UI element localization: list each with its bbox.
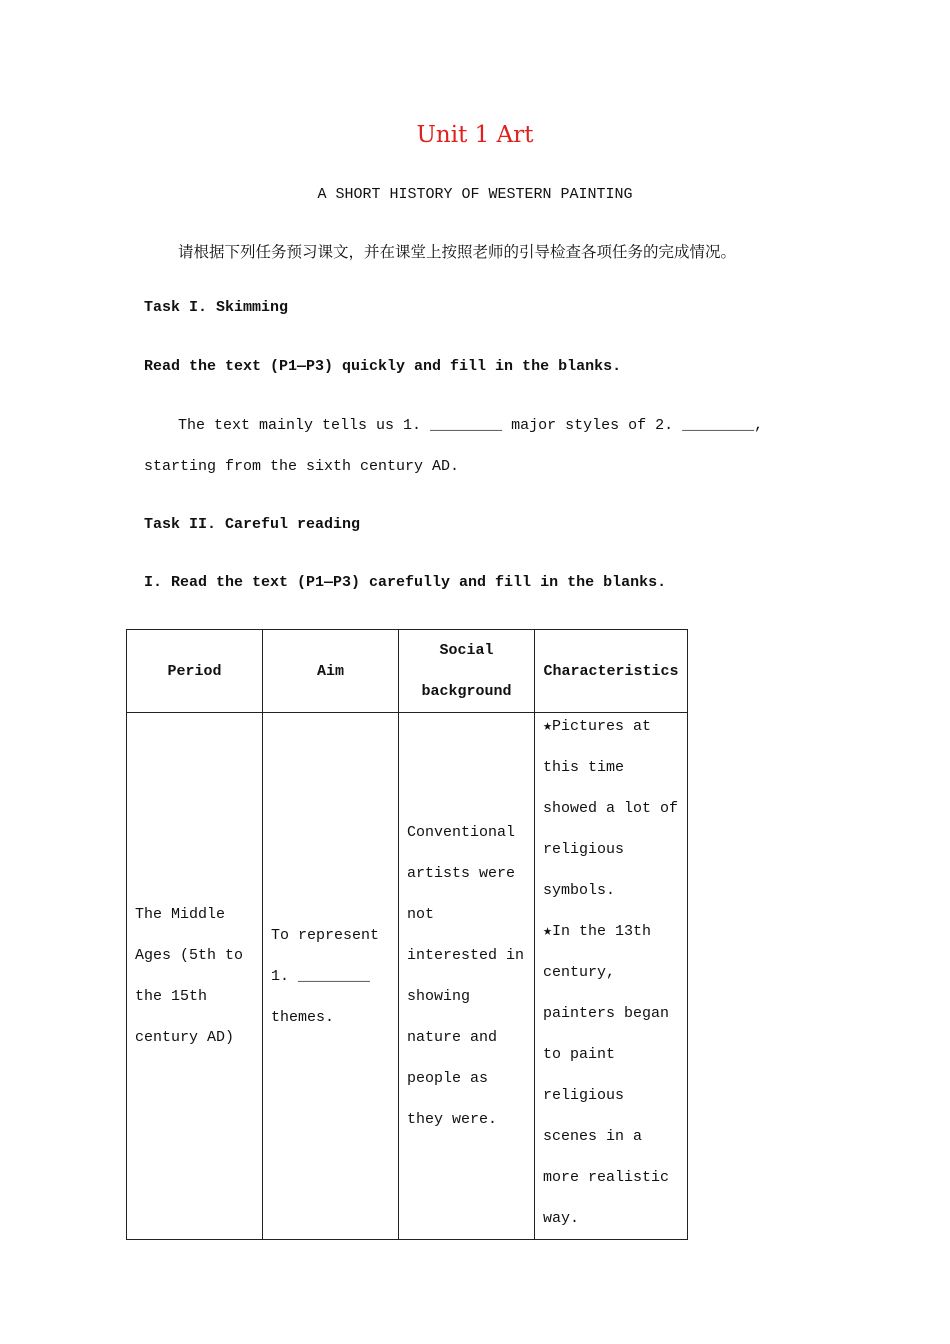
sentence-part3: , starting from the sixth century AD. [144, 417, 764, 475]
task1-heading: Task I. Skimming [144, 299, 289, 316]
table-row [127, 713, 688, 1240]
cell-aim [263, 713, 399, 1240]
header-characteristics: Characteristics [535, 630, 688, 713]
task2-instruction: I. Read the text (P1—P3) carefully and fill in the blanks. [144, 574, 667, 591]
sentence-part1: The text mainly tells us 1. [178, 417, 431, 434]
aim-part2: themes. [271, 1008, 335, 1026]
header-aim: Aim [263, 630, 399, 713]
characteristic-item-1: ★Pictures at this time showed a lot of religious symbols. [543, 718, 679, 899]
characteristic-item-2: ★In the 13th century, painters began to paint religious scenes in a more realistic way. [543, 923, 670, 1227]
cell-social-background: Conventional artists were not interested in showing nature and people as they were. [399, 713, 535, 1240]
document-title: Unit 1 Art [416, 122, 534, 148]
aim-part1: To represent 1. [271, 926, 380, 985]
aim-blank[interactable]: ________ [298, 967, 371, 985]
sentence-part2: major styles of 2. [502, 417, 683, 434]
reading-table [126, 629, 688, 1240]
cell-characteristics [535, 713, 688, 1240]
task1-instruction: Read the text (P1—P3) quickly and fill in the blanks. [144, 358, 622, 375]
chinese-instruction: 请根据下列任务预习课文，并在课堂上按照老师的引导检查各项任务的完成情况。 [178, 243, 737, 261]
header-social-background: Social background [399, 630, 535, 713]
blank-1[interactable]: ________ [430, 417, 503, 434]
task1-sentence [144, 405, 804, 487]
cell-period: The Middle Ages (5th to the 15th century AD) [127, 713, 263, 1240]
blank-2[interactable]: ________ [682, 417, 755, 434]
document-subtitle: A SHORT HISTORY OF WESTERN PAINTING [317, 186, 633, 203]
table-header-row [127, 630, 688, 713]
task2-heading: Task II. Careful reading [144, 516, 361, 533]
header-period: Period [127, 630, 263, 713]
